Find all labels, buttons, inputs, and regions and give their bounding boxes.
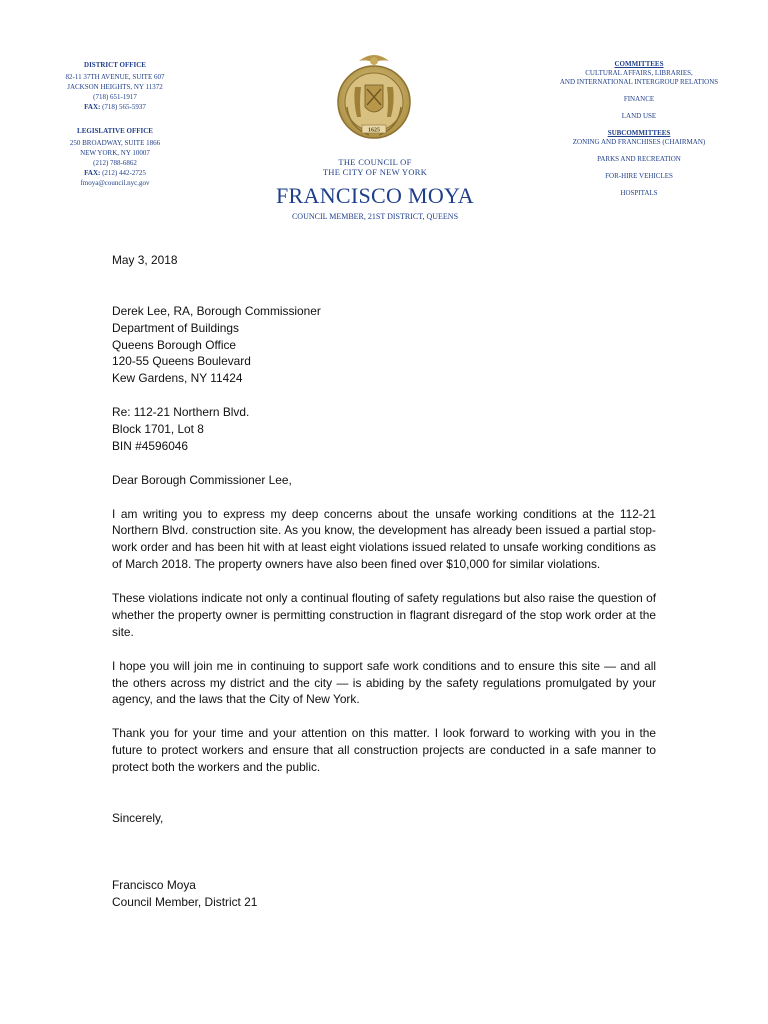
closing: Sincerely, [112, 810, 164, 825]
committee-item: AND INTERNATIONAL INTERGROUP RELATIONS [559, 78, 719, 86]
re-line: BIN #4596046 [112, 438, 189, 453]
committees-block [532, 60, 746, 198]
committee-item: FINANCE [623, 95, 655, 103]
signature-title: Council Member, District 21 [112, 895, 258, 910]
legislative-office-fax-number: (212) 442-2725 [102, 169, 146, 177]
body-paragraph: I hope you will join me in continuing to support safe work conditions and to ensure this site — and all the others across my district and the city — is abiding by the safety regulations promulgated by your agency, and the laws that the City of New York. [112, 658, 656, 707]
legislative-office-address-line1: 250 BROADWAY, SUITE 1866 [69, 139, 161, 147]
district-office-block [60, 60, 170, 188]
subcommittee-zoning: ZONING AND FRANCHISES (CHAIRMAN) [572, 138, 706, 146]
signature-name: Francisco Moya [112, 878, 196, 893]
subcommittee-item: HOSPITALS [620, 189, 658, 197]
subcommittee-item: FOR-HIRE VEHICLES [605, 172, 673, 180]
committee-item: LAND USE [621, 112, 657, 120]
seal-year: 1625 [368, 127, 380, 134]
legislative-office-fax-label: FAX: [84, 169, 101, 177]
re-line: Re: 112-21 Northern Blvd. [112, 405, 250, 420]
subcommittees-heading: SUBCOMMITTEES [607, 129, 671, 137]
legislative-office-heading: LEGISLATIVE OFFICE [77, 127, 153, 135]
recipient-line: Queens Borough Office [112, 337, 237, 352]
salutation: Dear Borough Commissioner Lee, [112, 472, 292, 487]
legislative-office-email: fmoya@council.nyc.gov [80, 179, 150, 187]
district-office-fax-number: (718) 565-5937 [102, 103, 146, 111]
district-office-fax-label: FAX: [84, 103, 101, 111]
letter-body [112, 252, 656, 911]
district-office-heading: DISTRICT OFFICE [84, 61, 146, 69]
legislative-office-phone: (212) 788-6862 [93, 159, 137, 167]
council-line-1: THE COUNCIL OF [338, 157, 412, 167]
body-paragraph: Thank you for your time and your attention on this matter. I look forward to working with you in the future to protect workers and ensure that all construction projects are conducted in a safe manner to protect both the workers and the public. [112, 726, 656, 775]
district-office-address-line1: 82-11 37TH AVENUE, SUITE 607 [65, 73, 165, 81]
city-seal-emblem [329, 47, 419, 149]
district-office-address-line2: JACKSON HEIGHTS, NY 11372 [67, 83, 163, 91]
district-office-phone: (718) 651-1917 [93, 93, 137, 101]
recipient-line: Kew Gardens, NY 11424 [112, 371, 243, 386]
subcommittee-item: PARKS AND RECREATION [597, 155, 681, 163]
body-paragraph: I am writing you to express my deep concerns about the unsafe working conditions at the 112-21 Northern Blvd. construction site. As you know, the development has already been issued a partial stop-work order and has been hit with at least eight violations issued related to unsafe working conditions as of March 2018. The property owners have also been fined over $10,000 for similar violations. [112, 506, 656, 572]
council-heading [240, 157, 510, 177]
member-name: FRANCISCO MOYA [276, 183, 474, 208]
recipient-line: Department of Buildings [112, 320, 239, 335]
recipient-line: Derek Lee, RA, Borough Commissioner [112, 303, 321, 318]
legislative-office-address-line2: NEW YORK, NY 10007 [80, 149, 150, 157]
committee-item: CULTURAL AFFAIRS, LIBRARIES, [585, 69, 693, 77]
re-line: Block 1701, Lot 8 [112, 422, 204, 437]
city-seal-icon [329, 47, 419, 149]
council-line-2: THE CITY OF NEW YORK [322, 167, 428, 177]
recipient-line: 120-55 Queens Boulevard [112, 354, 251, 369]
legislative-office-fax [60, 168, 170, 178]
district-office-fax [60, 102, 170, 112]
body-paragraph: These violations indicate not only a continual flouting of safety regulations but also raise the question of whether the property owner is permitting construction in flagrant disregard of the stop work order at the site. [112, 591, 656, 639]
committees-heading: COMMITTEES [614, 60, 664, 68]
letter-date: May 3, 2018 [112, 253, 178, 267]
member-title: COUNCIL MEMBER, 21ST DISTRICT, QUEENS [291, 212, 459, 221]
